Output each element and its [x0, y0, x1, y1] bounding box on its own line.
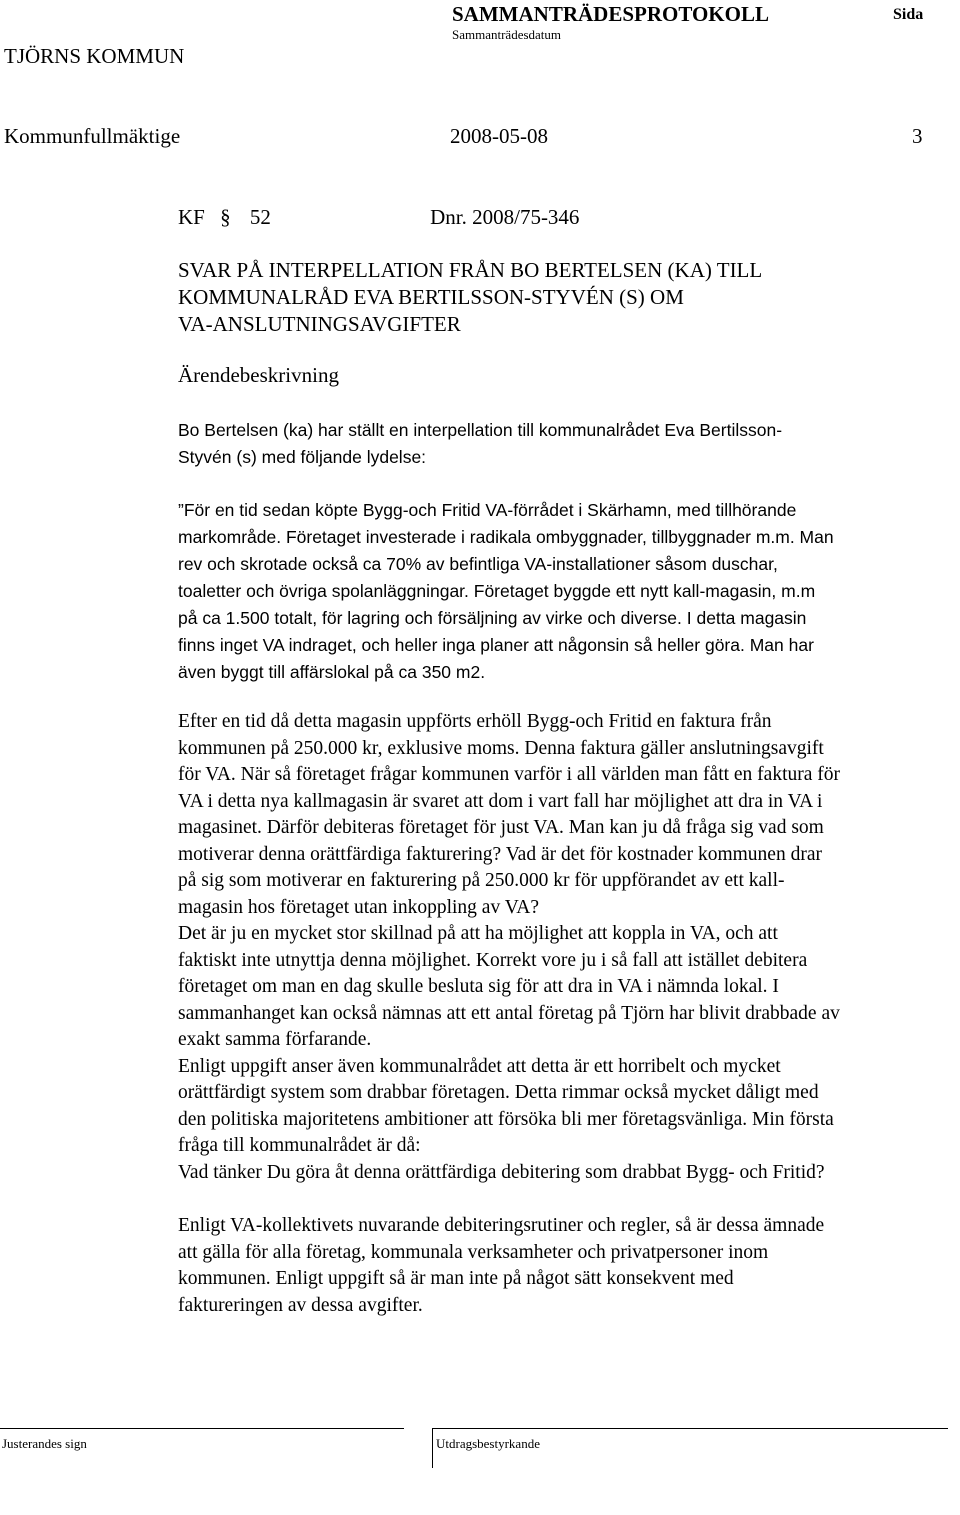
footer-divider [0, 1428, 404, 1429]
section-mark: § [220, 205, 231, 229]
title-line: KOMMUNALRÅD EVA BERTILSSON-STYVÉN (S) OM [178, 285, 684, 309]
text-line: magasin hos företaget utan inkoppling av VA? [178, 896, 540, 918]
footer-separator [432, 1428, 433, 1468]
footer-divider [432, 1428, 948, 1429]
text-line: på sig som motiverar en fakturering på 250.000 kr för uppförandet av ett kall- [178, 870, 785, 891]
dnr-number: Dnr. 2008/75-346 [430, 205, 580, 229]
text-line: Enligt VA-kollektivets nuvarande debiteringsrutiner och regler, så är dessa ämnade [178, 1215, 825, 1236]
signature-label: Justerandes sign [2, 1436, 87, 1451]
text-line: kommunen på 250.000 kr, exklusive moms. Denna faktura gäller anslutningsavgift [178, 737, 824, 759]
case-reference [178, 205, 579, 230]
text-line: Det är ju en mycket stor skillnad på att ha möjlighet att koppla in VA, och att [178, 923, 778, 944]
text-line: att gälla för alla företag, kommunala verksamheter och privatpersoner inom [178, 1241, 769, 1263]
answer-paragraph [178, 1213, 960, 1319]
text-line: ”För en tid sedan köpte Bygg-och Fritid VA-förrådet i Skärhamn, med tillhörande [178, 500, 797, 520]
text-line: faktureringen av dessa avgifter. [178, 1294, 423, 1316]
document-title: SAMMANTRÄDESPROTOKOLL [452, 2, 769, 26]
text-line: Styvén (s) med följande lydelse: [178, 447, 427, 467]
text-line: företaget om man en dag skulle besluta sig för att dra in VA i nämnda lokal. I [178, 976, 779, 997]
meeting-date: 2008-05-08 [450, 124, 548, 148]
case-title [178, 257, 762, 338]
title-line: VA-ANSLUTNINGSAVGIFTER [178, 312, 461, 336]
organization-name: TJÖRNS KOMMUN [4, 44, 185, 68]
text-line: markområde. Företaget investerade i radikala ombyggnader, tillbyggnader m.m. Man [178, 527, 834, 547]
kf-label: KF [178, 205, 205, 229]
page-number: 3 [912, 124, 923, 148]
text-line: toaletter och övriga spolanläggningar. Företaget byggde ett nytt kall-magasin, m.m [178, 581, 816, 601]
section-heading: Ärendebeskrivning [178, 363, 339, 387]
text-line: Bo Bertelsen (ka) har ställt en interpellation till kommunalrådet Eva Bertilsson- [178, 420, 783, 440]
text-line: Enligt uppgift anser även kommunalrådet att detta är ett horribelt och mycket [178, 1055, 781, 1077]
text-line: exakt samma förfarande. [178, 1029, 372, 1050]
text-line: orättfärdigt system som drabbar företagen. Detta rimmar också mycket dåligt med [178, 1082, 819, 1103]
text-line: för VA. När så företaget frågar kommunen varför i all världen man fått en faktura för [178, 764, 841, 785]
text-line: magasinet. Därför debiteras företaget för just VA. Man kan ju då fråga sig vad som [178, 817, 824, 838]
text-line: den politiska majoritetens ambitioner att försöka bli mer företagsvänliga. Min första [178, 1108, 834, 1130]
text-line: Vad tänker Du göra åt denna orättfärdiga debitering som drabbat Bygg- och Fritid? [178, 1161, 825, 1183]
certification-label: Utdragsbestyrkande [436, 1436, 540, 1451]
text-line: VA i detta nya kallmagasin är svaret att dom i vart fall har möjlighet att dra in VA i [178, 790, 823, 812]
council-name: Kommunfullmäktige [4, 124, 181, 148]
intro-paragraph [178, 417, 960, 471]
text-line: faktiskt inte utnyttja denna möjlighet. Korrekt vore ju i så fall att istället debitera [178, 949, 808, 971]
kf-number: 52 [249, 205, 271, 229]
text-line: kommunen. Enligt uppgift så är man inte på något sätt konsekvent med [178, 1268, 734, 1289]
meeting-date-label: Sammanträdesdatum [452, 27, 562, 42]
quote-paragraph-2 [178, 709, 960, 1186]
text-line: rev och skrotade också ca 70% av befintliga VA-installationer såsom duschar, [178, 554, 778, 574]
text-line: även byggt till affärslokal på ca 350 m2. [178, 662, 486, 682]
page-label: Sida [893, 6, 924, 23]
text-line: Efter en tid då detta magasin uppförts erhöll Bygg-och Fritid en faktura från [178, 711, 772, 732]
text-line: på ca 1.500 totalt, för lagring och försäljning av virke och diverse. I detta magasin [178, 608, 807, 628]
title-line: SVAR PÅ INTERPELLATION FRÅN BO BERTELSEN (KA) TILL [178, 258, 763, 282]
quote-paragraph-1 [178, 497, 960, 686]
text-line: motiverar denna orättfärdiga fakturering? Vad är det för kostnader kommunen drar [178, 843, 822, 865]
text-line: sammanhanget kan också nämnas att ett antal företag på Tjörn har blivit drabbade av [178, 1002, 840, 1024]
text-line: finns inget VA indraget, och heller inga planer att någonsin så heller göra. Man har [178, 635, 814, 655]
signature-footer [0, 1428, 960, 1468]
text-line: fråga till kommunalrådet är då: [178, 1135, 421, 1156]
